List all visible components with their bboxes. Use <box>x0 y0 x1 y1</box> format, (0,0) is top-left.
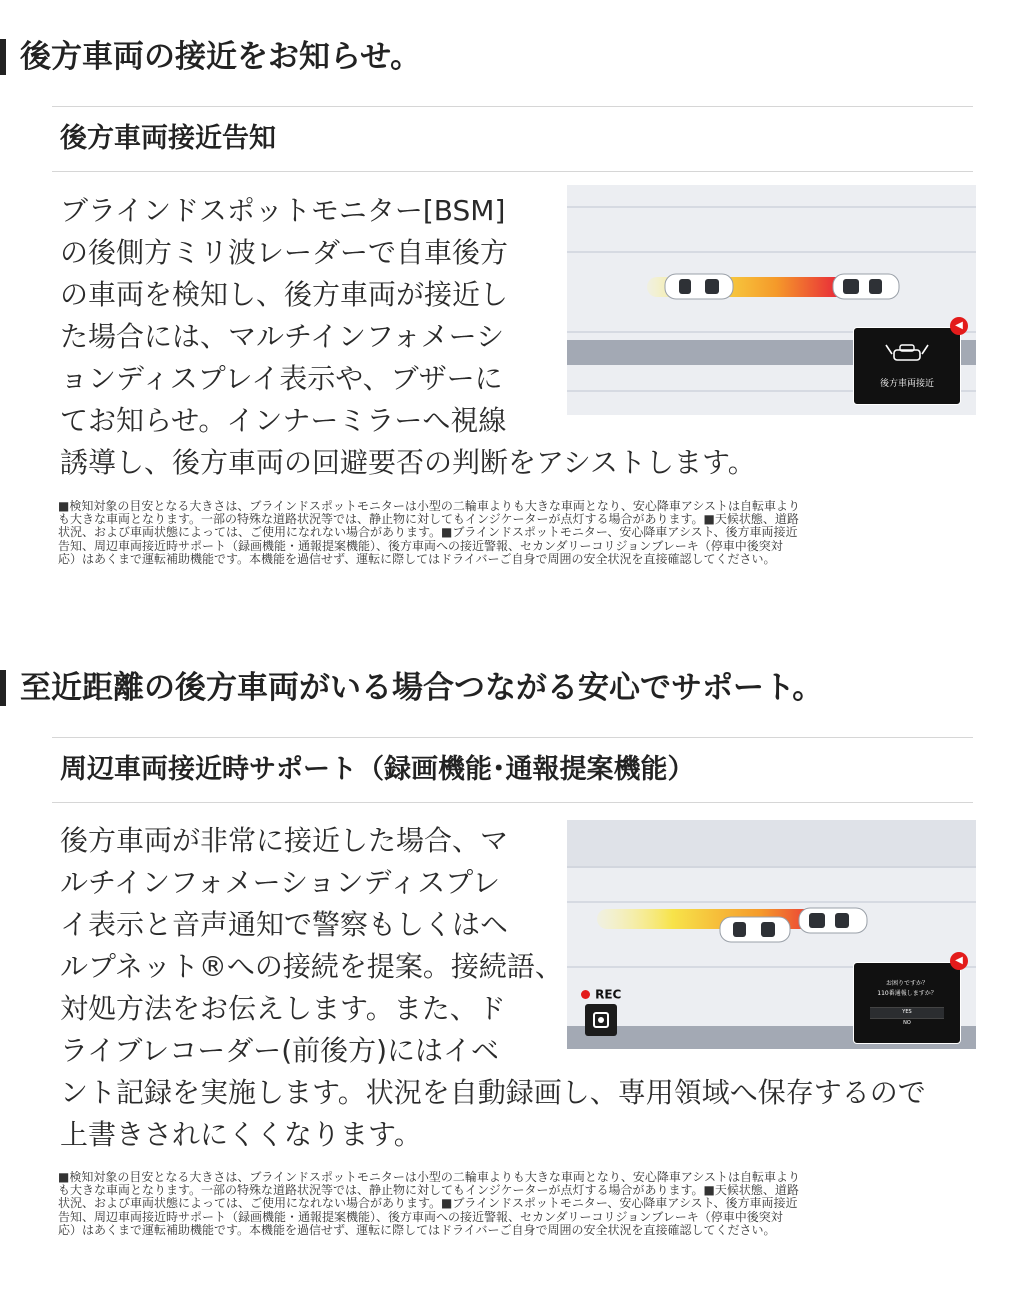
body-line: ブラインドスポットモニター[BSM] <box>60 194 506 227</box>
sound-icon: ◀ <box>950 952 968 970</box>
rec-indicator <box>581 984 622 1002</box>
body-line: ョンディスプレイ表示や、ブザーに <box>60 362 503 395</box>
heading-bar <box>0 670 6 706</box>
body-line: 誘導し、後方車両の回避要否の判断をアシストします。 <box>60 446 756 479</box>
no-label: NO <box>903 1020 911 1026</box>
note-line: 状況、および車両状態によっては、ご使用になれない場合があります。■ブラインドスポットモニター、安心降車アシスト、後方車両接近 <box>58 526 798 540</box>
subheading-box <box>52 737 973 803</box>
body-line: の後側方ミリ波レーダーで自車後方 <box>60 236 509 269</box>
note-line: も大きな車両となります。一部の特殊な道路状況等では、静止物に対してもインジケーターが点灯する場合があります。■天候状態、道路 <box>58 513 799 527</box>
note-line: 告知、周辺車両接近時サポート（録画機能・通報提案機能）、後方車両への接近警報、セカンダリーコリジョンブレーキ（停車中後突対 <box>58 539 783 553</box>
note-line: ■検知対象の目安となる大きさは、ブラインドスポットモニターは小型の二輪車よりも大きな車両となり、安心降車アシストは自転車より <box>58 1171 801 1184</box>
popup-question-sub: 110番通報しますか？ <box>877 990 937 997</box>
sound-icon: ◀ <box>950 317 968 335</box>
rec-label: REC <box>595 987 622 1002</box>
body-line: ライブレコーダー(前後方)にはイベ <box>60 1034 500 1067</box>
popup-question: お困りですか？ <box>885 980 928 987</box>
emergency-call-popup <box>853 962 961 1044</box>
body-line: た場合には、マルチインフォメーシ <box>60 320 505 353</box>
body-line: 対処方法をお伝えします。また、ド <box>60 992 506 1025</box>
section-title: 至近距離の後方車両がいる場合つながる安心でサポート。 <box>20 670 824 706</box>
body-line: ルプネット®への接続を提案。接続語、 <box>60 950 563 983</box>
no-button[interactable] <box>870 1019 944 1029</box>
note-line: 応）はあくまで運転補助機能です。本機能を過信せず、運転に際してはドライバーご自身で周囲の安全状況を直接確認してください。 <box>58 552 776 566</box>
body-line: イ表示と音声通知で警察もしくはヘ <box>60 908 509 941</box>
car-rear-icon <box>720 917 790 942</box>
note-line: ■検知対象の目安となる大きさは、ブラインドスポットモニターは小型の二輪車よりも大きな車両となり、安心降車アシストは自転車より <box>58 500 801 513</box>
rec-dot-icon <box>581 990 590 999</box>
car-approaching-icon <box>799 908 867 933</box>
popup-label: 後方車両接近 <box>879 379 934 389</box>
body-line: の車両を検知し、後方車両が接近し <box>60 278 509 311</box>
body-line: ルチインフォメーションディスプレ <box>60 866 501 899</box>
body-line: てお知らせ。インナーミラーへ視線 <box>60 404 507 437</box>
camera-icon <box>585 1004 617 1036</box>
body-line: 上書きされにくくなります。 <box>60 1118 422 1151</box>
subheading-title: 周辺車両接近時サポート（録画機能･通報提案機能） <box>60 754 695 785</box>
yes-label: YES <box>902 1009 912 1015</box>
note-line: 状況、および車両状態によっては、ご使用になれない場合があります。■ブラインドスポットモニター、安心降車アシスト、後方車両接近 <box>58 1197 798 1211</box>
subheading-title: 後方車両接近告知 <box>60 123 276 154</box>
note-line: も大きな車両となります。一部の特殊な道路状況等では、静止物に対してもインジケーターが点灯する場合があります。■天候状態、道路 <box>58 1184 799 1198</box>
note-line: 応）はあくまで運転補助機能です。本機能を過信せず、運転に際してはドライバーご自身で周囲の安全状況を直接確認してください。 <box>58 1223 776 1237</box>
body-line: ント記録を実施します。状況を自動録画し、専用領域へ保存するので <box>60 1076 926 1109</box>
body-line: 後方車両が非常に接近した場合、マ <box>60 824 509 857</box>
close-approach-illustration <box>567 820 976 1049</box>
note-line: 告知、周辺車両接近時サポート（録画機能・通報提案機能）、後方車両への接近警報、セカンダリーコリジョンブレーキ（停車中後突対 <box>58 1210 783 1224</box>
section-title: 後方車両の接近をお知らせ。 <box>20 39 422 75</box>
yes-button[interactable] <box>870 1007 944 1019</box>
disclaimer-note <box>58 1171 968 1237</box>
